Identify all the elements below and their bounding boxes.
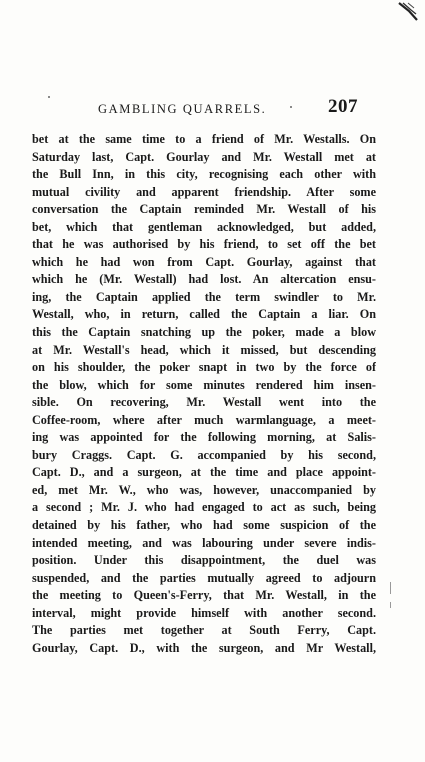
text-line: on his shoulder, the poker snapt in two by the force of — [32, 360, 376, 375]
text-line: which he had won from Capt. Gourlay, against that — [32, 254, 376, 269]
text-line: conversation the Captain reminded Mr. Westall of his — [32, 202, 376, 217]
text-line: mutual civility and apparent friendship. After some — [32, 184, 376, 199]
margin-mark — [390, 602, 391, 608]
body-text — [32, 131, 376, 657]
running-head — [98, 96, 358, 118]
text-line: which he (Mr. Westall) had lost. An altercation ensu- — [32, 272, 376, 287]
text-line: the meeting to Queen's-Ferry, that Mr. Westall, in the — [32, 588, 376, 603]
text-line: interval, might provide himself with another second. — [32, 605, 376, 620]
text-line: bet, which that gentleman acknowledged, but added, — [32, 219, 376, 234]
ink-speck — [290, 106, 292, 108]
text-line: at Mr. Westall's head, which it missed, but descending — [32, 342, 376, 357]
text-line: that he was authorised by his friend, to set off the bet — [32, 237, 376, 252]
text-line: Gourlay, Capt. D., with the surgeon, and Mr Westall, — [32, 640, 376, 655]
text-line: ing, the Captain applied the term swindler to Mr. — [32, 289, 376, 304]
text-line: intended meeting, and was labouring under severe indis- — [32, 535, 376, 550]
text-line: sible. On recovering, Mr. Westall went into the — [32, 395, 376, 410]
text-line: Capt. D., and a surgeon, at the time and place appoint- — [32, 465, 376, 480]
text-line: Saturday last, Capt. Gourlay and Mr. Westall met at — [32, 149, 376, 164]
text-line: Westall, who, in return, called the Captain a liar. On — [32, 307, 376, 322]
page-number: 207 — [328, 96, 358, 117]
text-line: suspended, and the parties mutually agreed to adjourn — [32, 570, 376, 585]
text-line: bury Craggs. Capt. G. accompanied by his second, — [32, 447, 376, 462]
text-line: Coffee-room, where after much warmlanguage, a meet- — [32, 412, 376, 427]
text-line: position. Under this disappointment, the duel was — [32, 553, 376, 568]
margin-mark — [390, 582, 391, 594]
text-line: detained by his father, who had some suspicion of the — [32, 518, 376, 533]
text-line: The parties met together at South Ferry, Capt. — [32, 623, 376, 638]
ink-speck — [48, 96, 50, 98]
text-line: the Bull Inn, in this city, recognising each other with — [32, 167, 376, 182]
text-line: a second ; Mr. J. who had engaged to act as such, being — [32, 500, 376, 515]
text-line: ing was appointed for the following morning, at Salis- — [32, 430, 376, 445]
text-line: ed, met Mr. W., who was, however, unaccompanied by — [32, 482, 376, 497]
text-line: this the Captain snatching up the poker, made a blow — [32, 325, 376, 340]
running-title: GAMBLING QUARRELS. — [98, 102, 267, 116]
ink-stroke-icon — [397, 2, 419, 22]
text-line: the blow, which for some minutes rendered him insen- — [32, 377, 376, 392]
text-line: bet at the same time to a friend of Mr. Westalls. On — [32, 132, 376, 146]
